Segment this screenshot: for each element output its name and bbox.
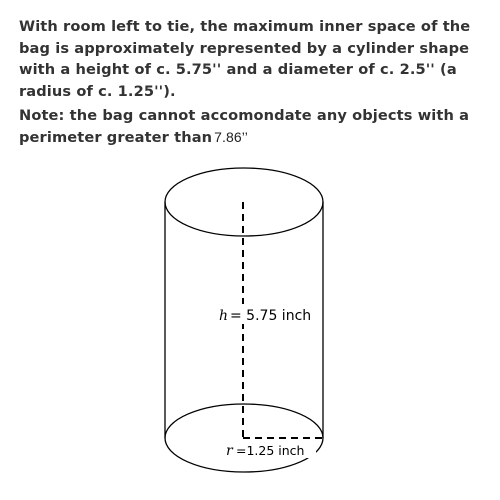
description-text: With room left to tie, the maximum inner space of the bag is approximately represented by a cylinder shape with a height of c. 5.75'' and a diameter of c. 2.5'' (a radius of c. 1.25''). — [19, 18, 471, 100]
radius-variable: r — [226, 443, 233, 459]
note-text-body: Note: the bag cannot accomondate any objects with a perimeter greater than — [19, 107, 470, 146]
radius-value: =1.25 inch — [236, 443, 305, 458]
perimeter-value: 7.86’’ — [214, 128, 248, 145]
height-variable: h — [219, 308, 229, 324]
height-value: = 5.75 inch — [230, 308, 312, 324]
